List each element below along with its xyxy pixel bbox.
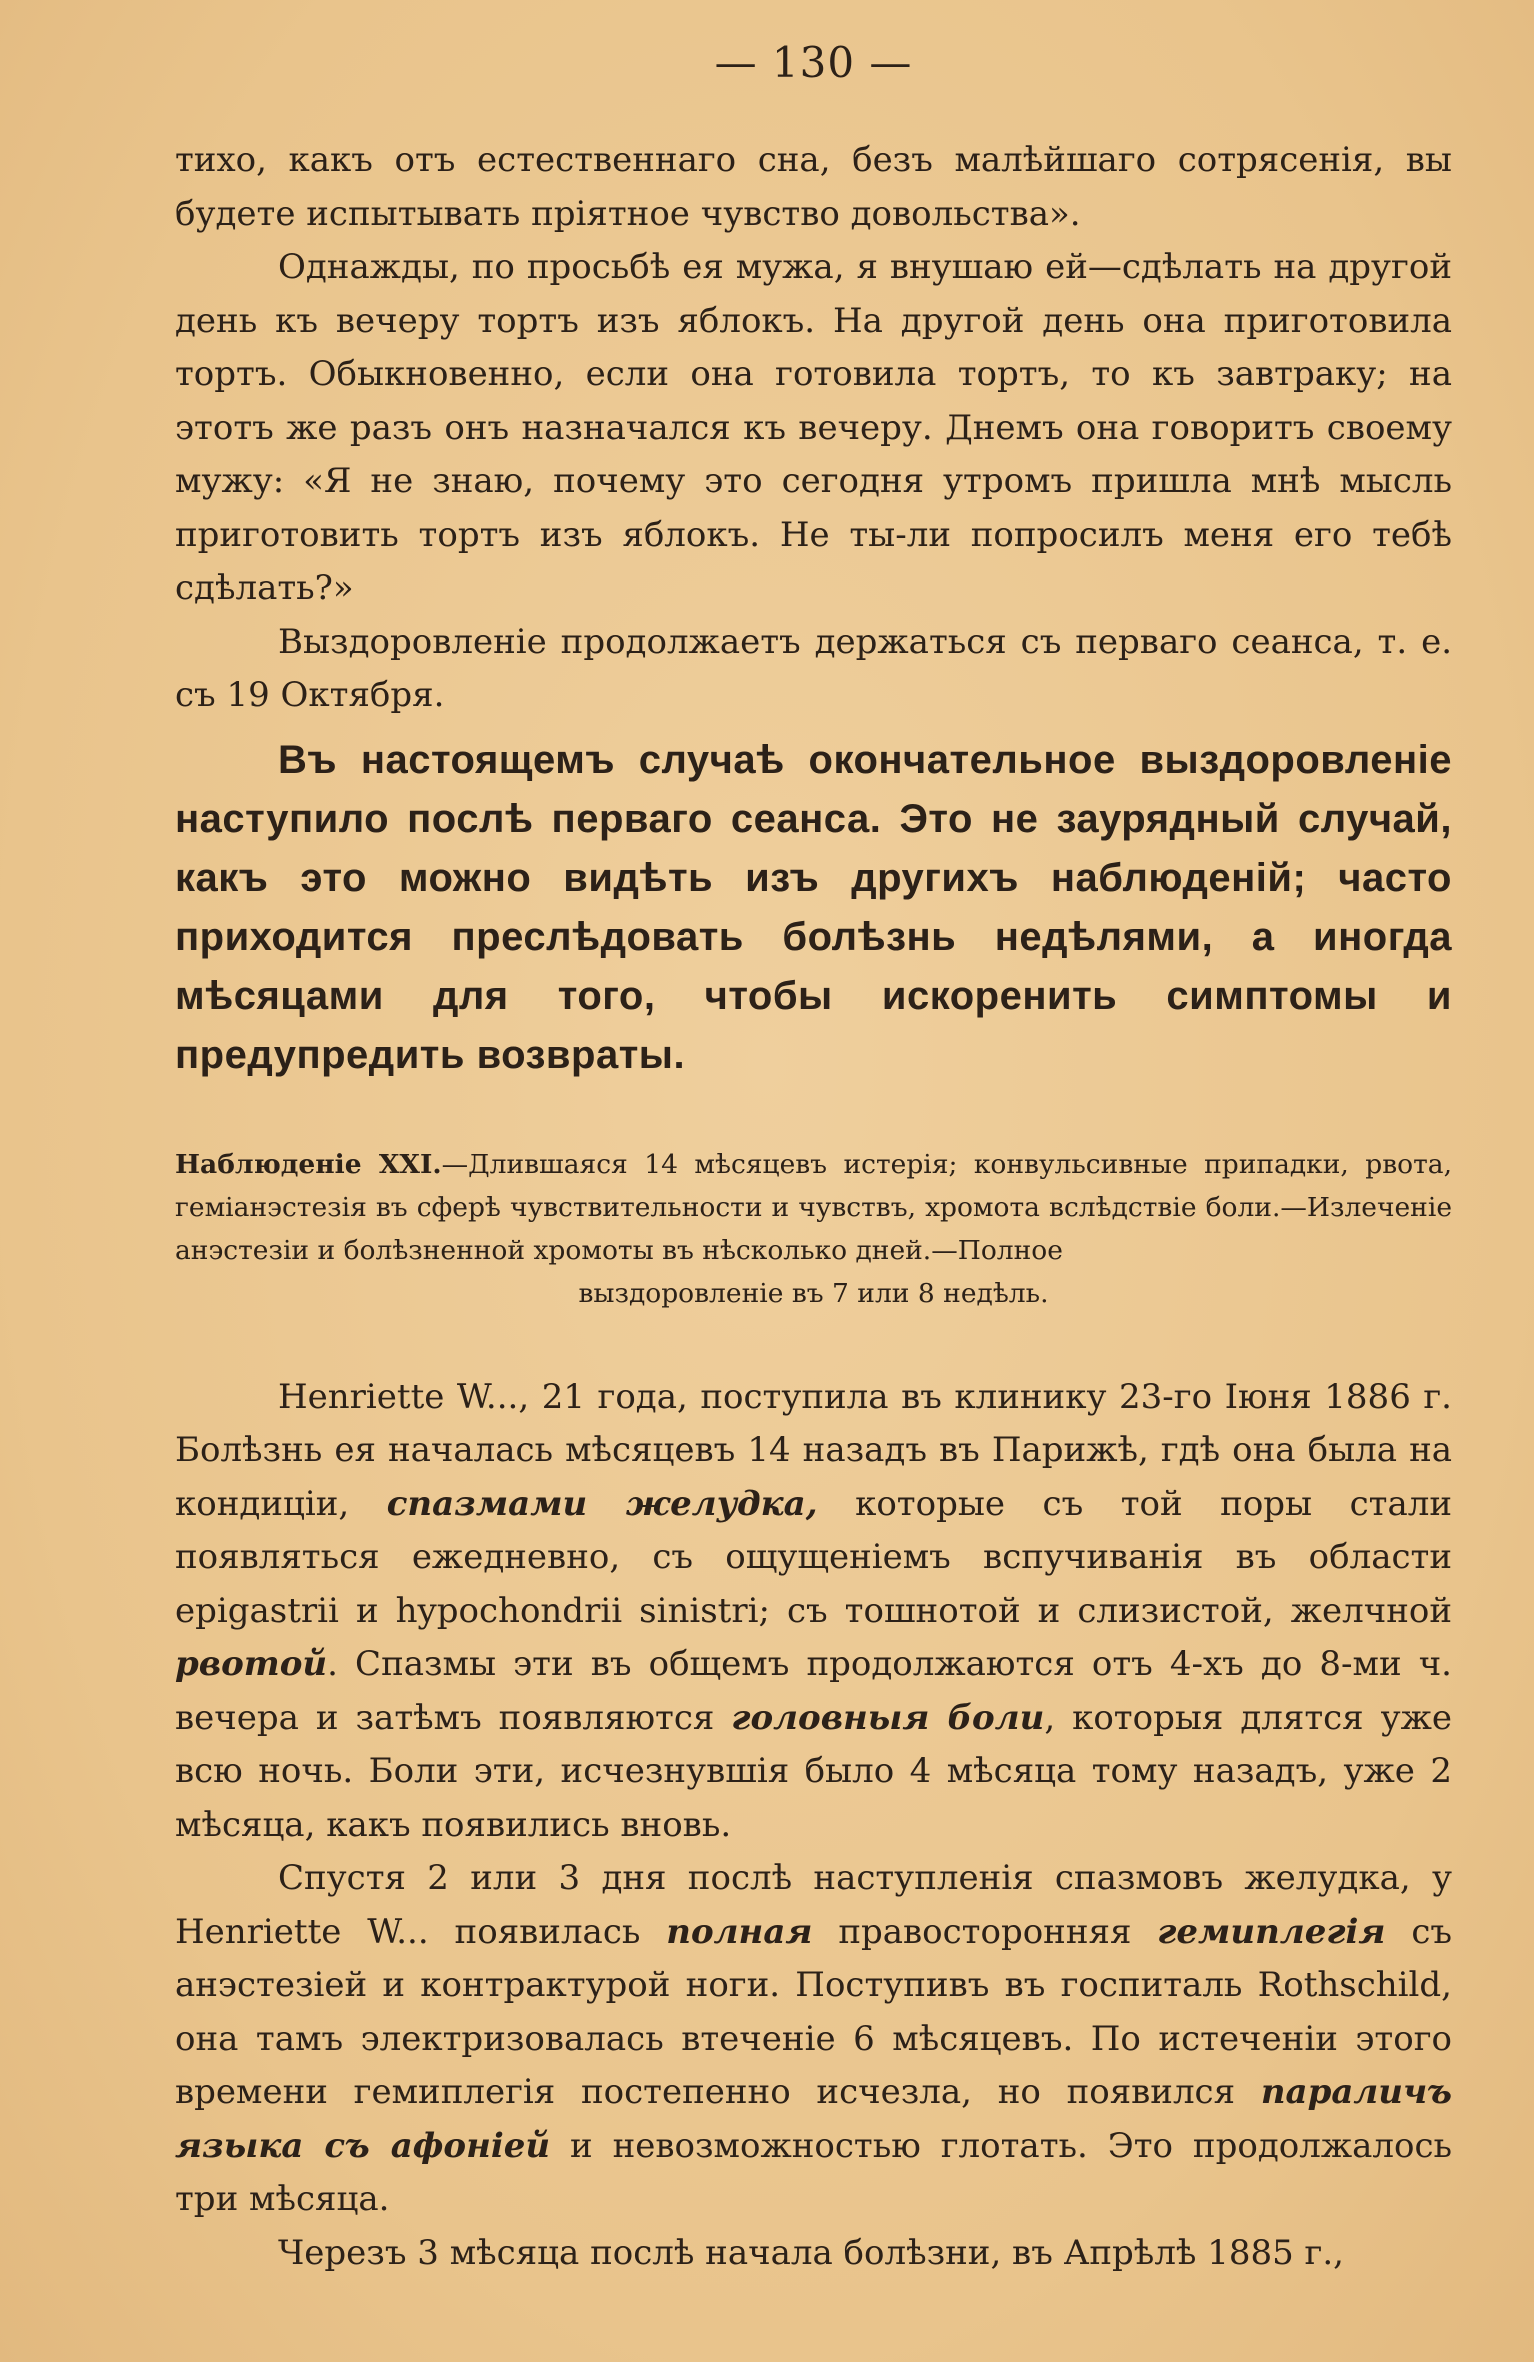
italic-term: рвотой <box>175 1644 328 1684</box>
observation-last-line: выздоровленіе въ 7 или 8 недѣль. <box>578 1277 1049 1309</box>
italic-term: головныя боли <box>731 1697 1045 1738</box>
italic-term: спазмами желудка, <box>386 1483 818 1524</box>
italic-term: полная <box>666 1911 813 1952</box>
paragraph-1: тихо, какъ отъ естественнаго сна, безъ малѣйшаго сотрясенія, вы будете испытывать пріятное чувство довольства». <box>175 140 1452 234</box>
observation-text: —Длившаяся 14 мѣсяцевъ истерія; конвульсивные припадки, рвота, геміанэстезія въ сферѣ чувствительности и чувствъ, хромота вслѣдствіе боли.—Излеченіе анэстезіи и болѣзненной хромоты въ нѣсколько дней.—Полное <box>175 1148 1452 1266</box>
italic-term: гемиплегія <box>1157 1911 1386 1952</box>
observation-title: Наблюденіе XXI. <box>175 1148 442 1180</box>
observation-heading <box>175 1143 1452 1315</box>
paragraph-hemiplegia: Спустя 2 или 3 дня послѣ наступленія спазмовъ желудка, у Henriette W... появилась полная правосторонняя гемиплегія съ анэстезіей и контрактурой ноги. Поступивъ въ госпиталь Rothschild, она тамъ электризовалась втеченіе 6 мѣсяцевъ. По истеченіи этого времени гемиплегія постепенно исчезла, но появился параличъ языка съ афоніей и невозможностью глотать. Это продолжалось три мѣсяца. <box>175 1858 1453 2219</box>
paragraph-3: Выздоровленіе продолжаетъ держаться съ перваго сеанса, т. е. съ 19 Октября. <box>175 621 1452 715</box>
paragraph-case-history: Henriette W..., 21 года, поступила въ клинику 23-го Іюня 1886 г. Болѣзнь ея началась мѣсяцевъ 14 назадъ въ Парижѣ, гдѣ она была на кондиціи, спазмами желудка, которые съ той поры стали появляться ежедневно, съ ощущеніемъ вспучиванія въ области epigastrii и hypochondrii sinistri; съ тошнотой и слизистой, желчной рвотой. Спазмы эти въ общемъ продолжаются отъ 4-хъ до 8-ми ч. вечера и затѣмъ появляются головныя боли, которыя длятся уже всю ночь. Боли эти, исчезнувшія было 4 мѣсяца тому назадъ, уже 2 мѣсяца, какъ появились вновь. <box>175 1376 1453 1845</box>
emphasized-block <box>175 731 1452 1085</box>
paragraph-last: Черезъ 3 мѣсяца послѣ начала болѣзни, въ Апрѣлѣ 1885 г., <box>278 2232 1344 2273</box>
italic-term: параличъ языка съ афоніей <box>175 2072 1452 2166</box>
paragraph-conclusion: Въ настоящемъ случаѣ окончательное выздоровленіе наступило послѣ перваго сеанса. Это не заурядный случай, какъ это можно видѣть изъ другихъ наблюденій; часто приходится преслѣдовать болѣзнь недѣлями, а иногда мѣсяцами для того, чтобы искоренить симптомы и предупредить возвраты. <box>175 737 1452 1077</box>
page-number: — 130 — <box>714 38 913 87</box>
body-text <box>175 134 1452 2280</box>
observation-summary <box>175 1143 1452 1272</box>
paragraph-2: Однажды, по просьбѣ ея мужа, я внушаю ей—сдѣлать на другой день къ вечеру тортъ изъ яблокъ. На другой день она приготовила тортъ. Обыкновенно, если она готовила тортъ, то къ завтраку; на этотъ же разъ онъ назначался къ вечеру. Днемъ она говоритъ своему мужу: «Я не знаю, почему это сегодня утромъ пришла мнѣ мысль приготовить тортъ изъ яблокъ. Не ты-ли попросилъ меня его тебѣ сдѣлать?» <box>175 247 1452 608</box>
